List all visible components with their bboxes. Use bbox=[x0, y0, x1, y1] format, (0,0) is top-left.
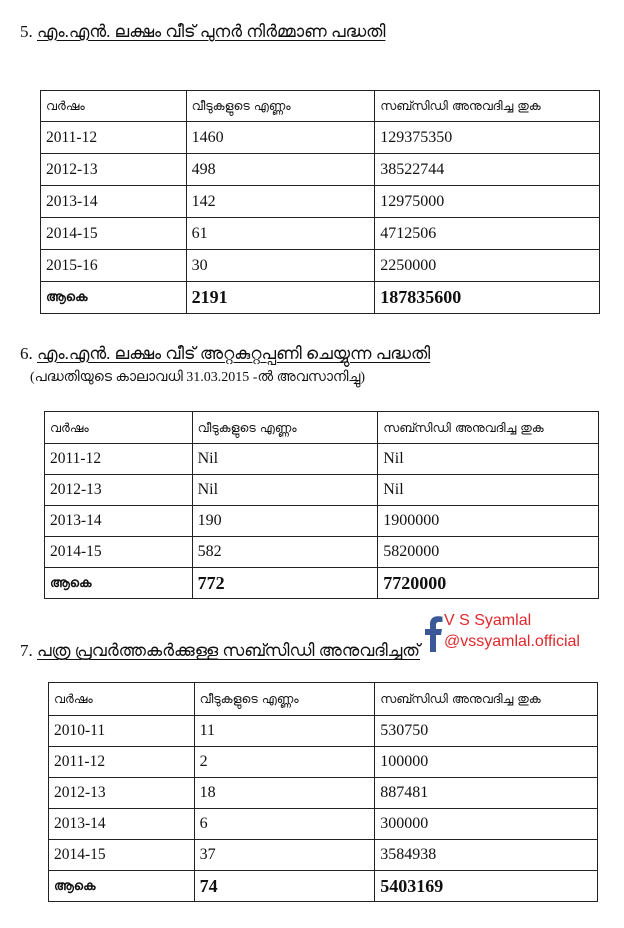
header-houses: വീടുകളുടെ എണ്ണം bbox=[186, 91, 375, 122]
cell-subsidy: 887481 bbox=[375, 778, 598, 809]
cell-subsidy: 1900000 bbox=[378, 506, 599, 537]
cell-houses: 1460 bbox=[186, 122, 375, 154]
header-houses: വീടുകളുടെ എണ്ണം bbox=[194, 683, 375, 716]
table-row bbox=[49, 716, 598, 747]
table-row bbox=[41, 122, 600, 154]
cell-subsidy: 12975000 bbox=[375, 186, 600, 218]
cell-year: 2012-13 bbox=[41, 154, 187, 186]
total-houses: 772 bbox=[192, 568, 378, 599]
header-subsidy: സബ്സിഡി അനുവദിച്ച തുക bbox=[375, 683, 598, 716]
table-row bbox=[49, 778, 598, 809]
cell-year: 2011-12 bbox=[41, 122, 187, 154]
cell-subsidy: 2250000 bbox=[375, 250, 600, 282]
cell-year: 2012-13 bbox=[49, 778, 195, 809]
header-subsidy: സബ്സിഡി അനുവദിച്ച തുക bbox=[378, 412, 599, 444]
total-subsidy: 7720000 bbox=[378, 568, 599, 599]
section-5-number: 5. bbox=[20, 22, 33, 41]
cell-subsidy: 530750 bbox=[375, 716, 598, 747]
section-5-title bbox=[20, 22, 385, 42]
cell-year: 2011-12 bbox=[45, 444, 193, 475]
table-row bbox=[45, 537, 599, 568]
cell-subsidy: 5820000 bbox=[378, 537, 599, 568]
section-6-title bbox=[20, 344, 430, 364]
watermark-handle: @vssyamlal.official bbox=[444, 633, 580, 650]
table-row bbox=[41, 154, 600, 186]
table-row bbox=[49, 747, 598, 778]
section-5-heading: എം.എൻ. ലക്ഷം വീട് പുനർ നിർമ്മാണ പദ്ധതി bbox=[37, 22, 386, 41]
total-subsidy: 5403169 bbox=[375, 871, 598, 902]
cell-year: 2010-11 bbox=[49, 716, 195, 747]
cell-year: 2014-15 bbox=[41, 218, 187, 250]
cell-houses: 37 bbox=[194, 840, 375, 871]
total-houses: 74 bbox=[194, 871, 375, 902]
cell-houses: 18 bbox=[194, 778, 375, 809]
cell-houses: Nil bbox=[192, 475, 378, 506]
total-label: ആകെ bbox=[41, 282, 187, 314]
cell-subsidy: 38522744 bbox=[375, 154, 600, 186]
section-6-number: 6. bbox=[20, 344, 33, 363]
facebook-icon bbox=[422, 614, 444, 652]
table-row bbox=[45, 444, 599, 475]
section-7-number: 7. bbox=[20, 641, 33, 660]
table-header-row bbox=[41, 91, 600, 122]
cell-houses: 61 bbox=[186, 218, 375, 250]
table-row bbox=[41, 250, 600, 282]
section-6-heading: എം.എൻ. ലക്ഷം വീട് അറ്റകുറ്റപ്പണി ചെയ്യുന്ന പദ്ധതി bbox=[37, 344, 431, 363]
cell-year: 2014-15 bbox=[49, 840, 195, 871]
watermark-name: V S Syamlal bbox=[444, 612, 532, 629]
cell-subsidy: 3584938 bbox=[375, 840, 598, 871]
watermark bbox=[422, 612, 612, 658]
section-6-note: (പദ്ധതിയുടെ കാലാവധി 31.03.2015 -ൽ അവസാനിച്ചു) bbox=[30, 370, 366, 385]
cell-houses: 2 bbox=[194, 747, 375, 778]
table-header-row bbox=[49, 683, 598, 716]
table-row bbox=[49, 840, 598, 871]
cell-year: 2011-12 bbox=[49, 747, 195, 778]
section-5-table bbox=[40, 90, 600, 314]
table-row bbox=[45, 506, 599, 537]
table-header-row bbox=[45, 412, 599, 444]
cell-subsidy: Nil bbox=[378, 475, 599, 506]
header-year: വർഷം bbox=[41, 91, 187, 122]
cell-subsidy: 129375350 bbox=[375, 122, 600, 154]
table-row bbox=[45, 475, 599, 506]
total-row bbox=[49, 871, 598, 902]
cell-houses: 11 bbox=[194, 716, 375, 747]
cell-year: 2012-13 bbox=[45, 475, 193, 506]
section-6-table bbox=[44, 411, 599, 599]
cell-year: 2014-15 bbox=[45, 537, 193, 568]
header-year: വർഷം bbox=[45, 412, 193, 444]
table-row bbox=[41, 218, 600, 250]
cell-subsidy: 100000 bbox=[375, 747, 598, 778]
cell-houses: 142 bbox=[186, 186, 375, 218]
total-row bbox=[45, 568, 599, 599]
cell-subsidy: Nil bbox=[378, 444, 599, 475]
cell-year: 2013-14 bbox=[41, 186, 187, 218]
total-label: ആകെ bbox=[45, 568, 193, 599]
cell-houses: 30 bbox=[186, 250, 375, 282]
total-label: ആകെ bbox=[49, 871, 195, 902]
cell-houses: 190 bbox=[192, 506, 378, 537]
total-row bbox=[41, 282, 600, 314]
section-7-heading: പത്ര പ്രവർത്തകർക്കുള്ള സബ്സിഡി അനുവദിച്ചത് bbox=[37, 641, 420, 660]
cell-houses: Nil bbox=[192, 444, 378, 475]
cell-subsidy: 4712506 bbox=[375, 218, 600, 250]
cell-houses: 498 bbox=[186, 154, 375, 186]
cell-houses: 6 bbox=[194, 809, 375, 840]
table-row bbox=[49, 809, 598, 840]
header-year: വർഷം bbox=[49, 683, 195, 716]
header-houses: വീടുകളുടെ എണ്ണം bbox=[192, 412, 378, 444]
total-subsidy: 187835600 bbox=[375, 282, 600, 314]
section-7-title bbox=[20, 641, 420, 661]
header-subsidy: സബ്സിഡി അനുവദിച്ച തുക bbox=[375, 91, 600, 122]
table-row bbox=[41, 186, 600, 218]
total-houses: 2191 bbox=[186, 282, 375, 314]
cell-year: 2015-16 bbox=[41, 250, 187, 282]
cell-subsidy: 300000 bbox=[375, 809, 598, 840]
cell-houses: 582 bbox=[192, 537, 378, 568]
cell-year: 2013-14 bbox=[49, 809, 195, 840]
cell-year: 2013-14 bbox=[45, 506, 193, 537]
section-7-table bbox=[48, 682, 598, 902]
